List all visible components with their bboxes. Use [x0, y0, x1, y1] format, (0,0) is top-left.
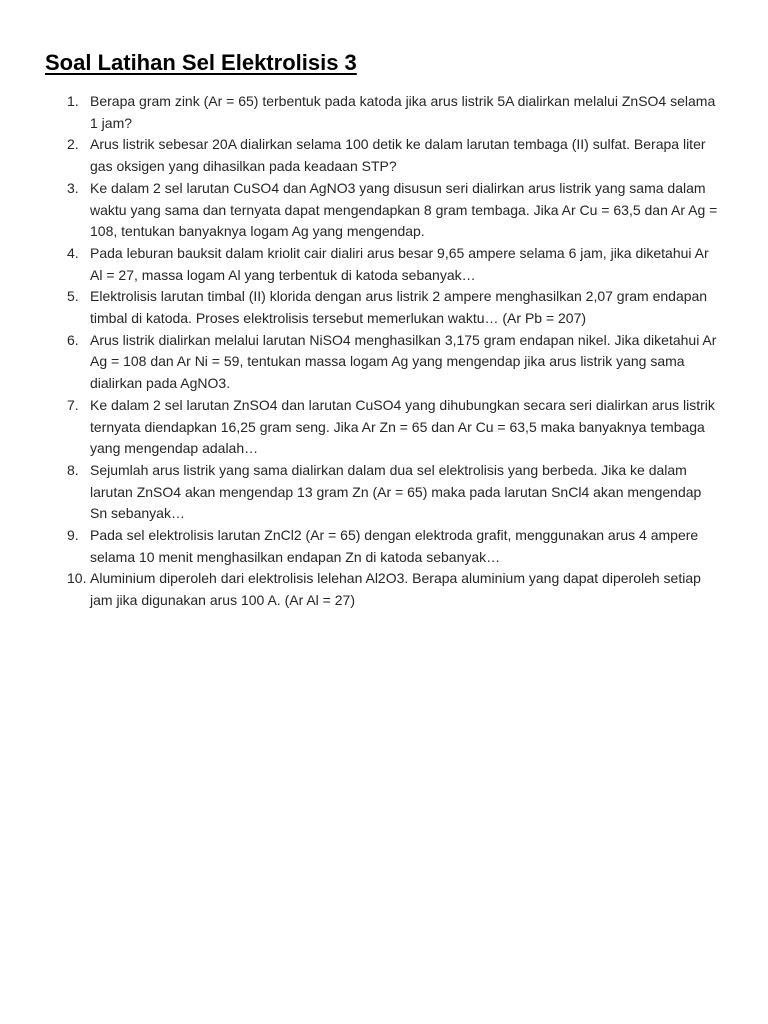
question-item — [0, 286, 722, 329]
question-number: 6. — [67, 331, 79, 348]
question-number: 3. — [67, 179, 79, 196]
question-number: 10. — [67, 570, 87, 587]
question-number: 4. — [67, 244, 79, 261]
page-title: Soal Latihan Sel Elektrolisis 3 — [45, 50, 357, 75]
question-number: 1. — [67, 93, 79, 109]
question-item — [0, 134, 722, 177]
question-item — [0, 395, 722, 460]
question-text: Sejumlah arus listrik yang sama dialirkan dalam dua sel elektrolisis yang berbeda. Jika ke dalam larutan ZnSO4 akan mengendap 13 gram Zn (Ar = 65) maka pada larutan SnCl4 akan mengendap Sn sebanyak… — [90, 461, 702, 522]
question-item — [0, 91, 722, 134]
question-text: Ke dalam 2 sel larutan ZnSO4 dan larutan CuSO4 yang dihubungkan secara seri dialirkan arus listrik ternyata diendapkan 16,25 gram seng. Jika Ar Zn = 65 dan Ar Cu = 63,5 maka banyaknya tembaga yang mengendap adalah… — [90, 396, 715, 457]
question-item — [0, 568, 722, 611]
question-text: Ke dalam 2 sel larutan CuSO4 dan AgNO3 yang disusun seri dialirkan arus listrik yang sama dalam waktu yang sama dan ternyata dapat mengendapkan 8 gram tembaga. Jika Ar Cu = 63,5 dan Ar Ag = 108, tentukan banyaknya logam Ag yang mengendap. — [90, 179, 718, 240]
question-item — [0, 330, 722, 395]
question-number: 7. — [67, 396, 79, 413]
question-item — [0, 525, 722, 568]
question-item — [0, 178, 722, 243]
question-number: 5. — [67, 288, 79, 305]
question-text: Aluminium diperoleh dari elektrolisis lelehan Al2O3. Berapa aluminium yang dapat diperoleh setiap jam jika digunakan arus 100 A. (Ar Al = 27) — [90, 570, 701, 609]
question-list — [0, 91, 768, 612]
question-text: Elektrolisis larutan timbal (II) klorida dengan arus listrik 2 ampere menghasilkan 2,07 gram endapan timbal di katoda. Proses elektrolisis tersebut memerlukan waktu… (Ar Pb = 207) — [90, 288, 708, 327]
question-item — [0, 460, 722, 525]
question-text: Pada leburan bauksit dalam kriolit cair dialiri arus besar 9,65 ampere selama 6 jam, jika diketahui Ar Al = 27, massa logam Al yang terbentuk di katoda sebanyak… — [90, 244, 709, 283]
question-number: 8. — [67, 461, 79, 478]
question-item — [0, 243, 722, 286]
question-text: Arus listrik dialirkan melalui larutan NiSO4 menghasilkan 3,175 gram endapan nikel. Jika diketahui Ar Ag = 108 dan Ar Ni = 59, tentukan massa logam Ag yang mengendap jika arus listrik yang sama dialirkan pada AgNO3. — [90, 331, 717, 392]
question-text: Arus listrik sebesar 20A dialirkan selama 100 detik ke dalam larutan tembaga (II) sulfat. Berapa liter gas oksigen yang dihasilkan pada keadaan STP? — [90, 136, 706, 175]
question-text: Berapa gram zink (Ar = 65) terbentuk pada katoda jika arus listrik 5A dialirkan melalui ZnSO4 selama 1 jam? — [90, 93, 716, 131]
question-number: 2. — [67, 136, 79, 153]
question-number: 9. — [67, 527, 79, 544]
question-text: Pada sel elektrolisis larutan ZnCl2 (Ar = 65) dengan elektroda grafit, menggunakan arus 4 ampere selama 10 menit menghasilkan endapan Zn di katoda sebanyak… — [90, 527, 699, 565]
